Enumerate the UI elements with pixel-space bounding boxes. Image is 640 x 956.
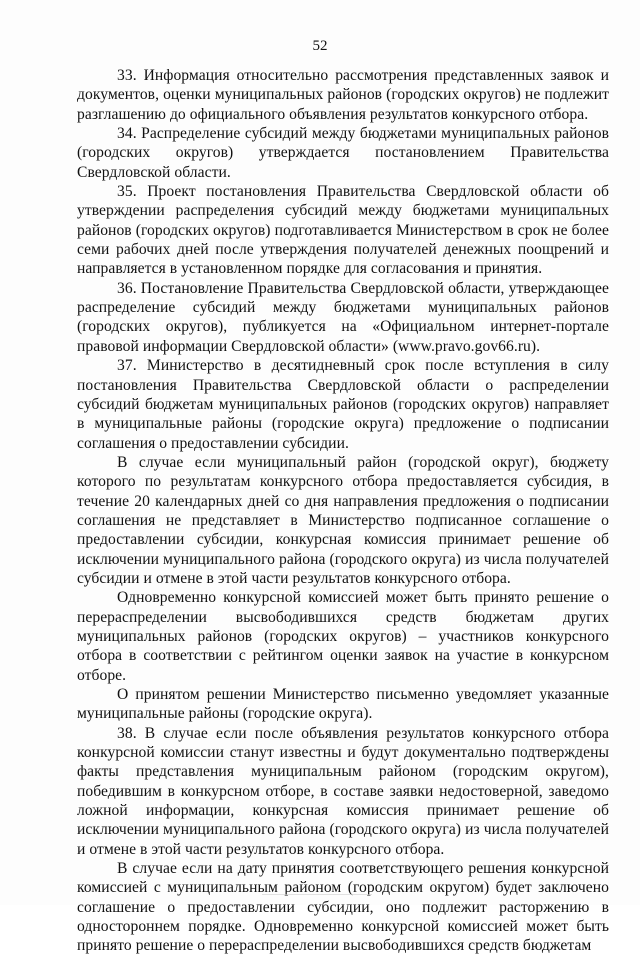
paragraph-35: 35. Проект постановления Правительства Свердловской области об утверждении распределения субсидий между бюджетами муниципальных районов (городских округов) подготавливается Министерством в срок не более семи рабочих дней после утверждения получателей денежных поощрений и направляется в установленном порядке для согласования и принятия.	[77, 183, 609, 278]
paragraph-37: 37. Министерство в десятидневный срок после вступления в силу постановления Правительства Свердловской области о распределении субсидий бюджетам муниципальных районов (городских округов) направляет в муниципальные районы (городские округа) предложение о подписании соглашения о предоставлении субсидии.	[77, 357, 609, 452]
paragraph-38: 38. В случае если после объявления результатов конкурсного отбора конкурсной комиссии станут известны и будут документально подтверждены факты представления муниципальным районом (городским округом), победившим в конкурсном отборе, в составе заявки недостоверной, заведомо ложной информации, конкурсная комиссия принимает решение об исключении муниципального района (городского округа) из числа получателей и отмене в этой части результатов конкурсного отбора.	[77, 724, 609, 858]
scan-edge-mark	[262, 894, 372, 903]
paragraph-37-exclusion: В случае если муниципальный район (городской округ), бюджету которого по результатам конкурсного отбора предоставляется субсидия, в течение 20 календарных дней со дня направления предложения о подписании соглашения не представляет в Министерство подписанное соглашение о предоставлении субсидии, конкурсная комиссия принимает решение об исключении муниципального района (городского округа) из числа получателей субсидии и отмене в этой части результатов конкурсного отбора.	[77, 453, 609, 587]
paragraph-33: 33. Информация относительно рассмотрения представленных заявок и документов, оценки муниципальных районов (городских округов) не подлежит разглашению до официального объявления результатов конкурсного отбора.	[77, 67, 609, 123]
paragraph-37-notification: О принятом решении Министерство письменно уведомляет указанные муниципальные районы (городские округа).	[77, 686, 609, 723]
paragraph-37-redistribution: Одновременно конкурсной комиссией может быть принято решение о перераспределении высвободившихся средств бюджетам других муниципальных районов (городских округов) – участников конкурсного отбора в соответствии с рейтингом оценки заявок на участие в конкурсном отборе.	[77, 589, 609, 684]
paragraph-38-termination: В случае если на дату принятия соответствующего решения конкурсной комиссией с муниципальным районом (городским округом) будет заключено соглашение о предоставлении субсидии, оно подлежит расторжению в одностороннем порядке. Одновременно конкурсной комиссией может быть принято решение о перераспределении высвободившихся средств бюджетам	[77, 860, 609, 955]
page-number: 52	[312, 38, 328, 54]
document-body	[77, 66, 609, 956]
paragraph-34: 34. Распределение субсидий между бюджетами муниципальных районов (городских округов) утверждается постановлением Правительства Свердловской области.	[77, 125, 609, 181]
paragraph-36: 36. Постановление Правительства Свердловской области, утверждающее распределение субсидий между бюджетами муниципальных районов (городских округов), публикуется на «Официальном интернет-портале правовой информации Свердловской области» (www.pravo.gov66.ru).	[77, 279, 609, 355]
